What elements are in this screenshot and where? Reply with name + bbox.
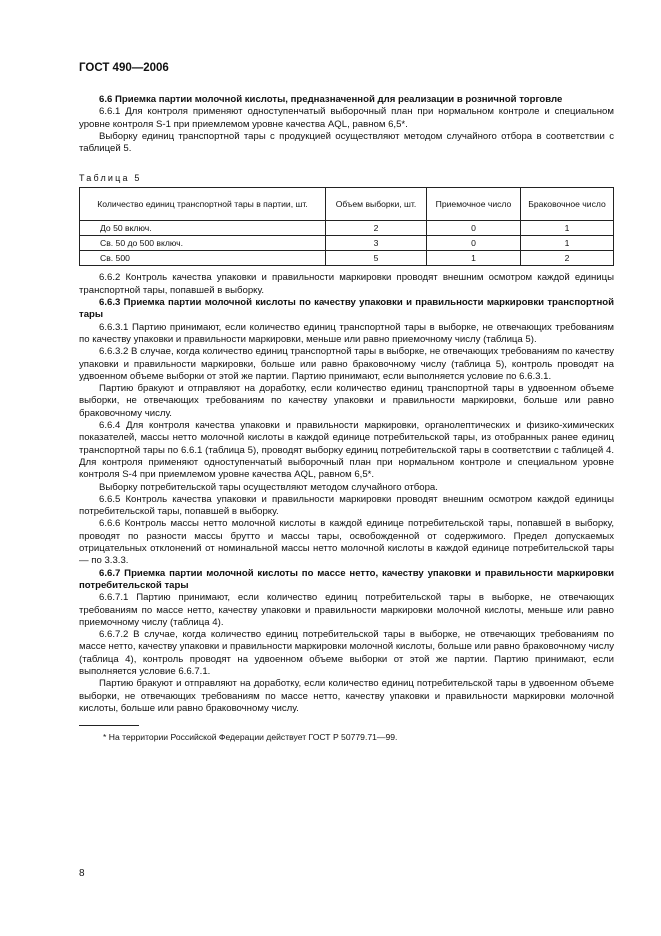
- paragraph-6-6-1-continued: Выборку единиц транспортной тары с продукцией осуществляют методом случайного отбора в соответствии с таблицей 5.: [79, 130, 614, 155]
- table-row: [80, 251, 614, 266]
- paragraph-6-6-3-2: 6.6.3.2 В случае, когда количество единиц транспортной тары в выборке, не отвечающих требованиям по качеству упаковки и правильности маркировки, больше или равно браковочному числу (таблица 5), контроль проводят на удвоенном объеме выборки от этой же партии. Партию принимают, если выполняется условие по 6.6.3.1.: [79, 346, 614, 382]
- paragraph-6-6-3-1: 6.6.3.1 Партию принимают, если количество единиц транспортной тары в выборке, не отвечающих требованиям по качеству упаковки и правильности маркировки, меньше или равно приемочному числу (таблица 5).: [79, 321, 614, 345]
- table-cell: 0: [427, 236, 521, 251]
- paragraph-6-6-1: 6.6.1 Для контроля применяют одноступенчатый выборочный план при нормальном контроле и специальном уровне контроля S-1 при приемлемом уровне качества AQL, равном 6,5*.: [79, 106, 614, 130]
- paragraph-6-6-3-2-continued: Партию бракуют и отправляют на доработку, если количество единиц транспортной тары в удвоенном объеме выборки, не отвечающих требованиям по качеству упаковки и правильности маркировки, больше или равно браковочному числу.: [79, 383, 614, 419]
- footnote: * На территории Российской Федерации действует ГОСТ Р 50779.71—99.: [103, 732, 398, 743]
- section-6-6-7-title: 6.6.7 Приемка партии молочной кислоты по массе нетто, качеству упаковки и правильности маркировки потребительской тары: [79, 567, 614, 591]
- table-cell: 5: [326, 251, 427, 266]
- paragraph-6-6-2: 6.6.2 Контроль качества упаковки и правильности маркировки проводят внешним осмотром каждой единицы транспортной тары, попавшей в выборку.: [79, 272, 614, 296]
- table-header-cell: Приемочное число: [427, 188, 521, 221]
- paragraph-6-6-7-2: 6.6.7.2 В случае, когда количество единиц потребительской тары в выборке, не отвечающих требованиям по массе нетто, качеству упаковки и правильности маркировки молочной кислоты, больше или равно браковочному числу (таблица 4), контроль проводят на удвоенном объеме выборки от этой же партии. Партию принимают, если выполняется условие 6.6.7.1.: [79, 629, 614, 677]
- table-cell: Св. 500: [80, 251, 326, 266]
- table-header-cell: Количество единиц транспортной тары в партии, шт.: [80, 188, 326, 221]
- table-cell: 0: [427, 221, 521, 236]
- table-header-cell: Браковочное число: [521, 188, 614, 221]
- document-header: ГОСТ 490—2006: [79, 62, 169, 74]
- table-cell: До 50 включ.: [80, 221, 326, 236]
- table-cell: 3: [326, 236, 427, 251]
- paragraph-6-6-6: 6.6.6 Контроль массы нетто молочной кислоты в каждой единице потребительской тары, попавшей в выборку, проводят по разности массы брутто и массы тары, освобожденной от содержимого. Предел допускаемых отрицательных отклонений от номинальной массы нетто молочной кислоты в каждой единице потребительской тары — по 3.3.3.: [79, 518, 614, 567]
- footnote-divider: [79, 725, 139, 726]
- table-cell: 1: [427, 251, 521, 266]
- paragraph-6-6-4-continued: Выборку потребительской тары осуществляют методом случайного отбора.: [99, 481, 438, 493]
- section-6-6-title: 6.6 Приемка партии молочной кислоты, предназначенной для реализации в розничной торговле: [99, 94, 563, 105]
- sampling-table: [79, 187, 614, 266]
- table-header-cell: Объем выборки, шт.: [326, 188, 427, 221]
- paragraph-6-6-7-2-continued: Партию бракуют и отправляют на доработку, если количество единиц потребительской тары в удвоенном объеме выборки, не отвечающих требованиям по массе нетто, качеству упаковки и правильности маркировки молочной кислоты, больше или равно браковочному числу.: [79, 678, 614, 714]
- document-page: [79, 62, 614, 742]
- page-number: 8: [79, 868, 85, 879]
- table-row: [80, 236, 614, 251]
- section-6-6-3-title: 6.6.3 Приемка партии молочной кислоты по качеству упаковки и правильности маркировки транспортной тары: [79, 297, 614, 321]
- table-cell: Св. 50 до 500 включ.: [80, 236, 326, 251]
- table-cell: 2: [326, 221, 427, 236]
- table-cell: 1: [521, 236, 614, 251]
- paragraph-6-6-7-1: 6.6.7.1 Партию принимают, если количество единиц потребительской тары в выборке, не отвечающих требованиям по массе нетто, качеству упаковки и правильности маркировки молочной кислоты, меньше или равно приемочному числу (таблица 4).: [79, 592, 614, 628]
- table-cell: 2: [521, 251, 614, 266]
- paragraph-6-6-5: 6.6.5 Контроль качества упаковки и правильности маркировки проводят внешним осмотром каждой единицы потребительской тары, попавшей в выборку.: [79, 493, 614, 518]
- table-header-row: [80, 188, 614, 221]
- table-row: [80, 221, 614, 236]
- table-cell: 1: [521, 221, 614, 236]
- paragraph-6-6-4: 6.6.4 Для контроля качества упаковки и правильности маркировки, органолептических и физико-химических показателей, массы нетто молочной кислоты в каждой единице потребительской тары, из отобранных ранее единиц транспортной тары по 6.6.1 (таблица 5), проводят выборку единиц потребительской тары в соответствии с таблицей 4. Для контроля применяют одноступенчатый выборочный план при нормальном контроле и специальном уровне контроля S-4 при приемлемом уровне качества AQL, равном 6,5*.: [79, 420, 614, 481]
- table-caption: Таблица 5: [79, 173, 142, 184]
